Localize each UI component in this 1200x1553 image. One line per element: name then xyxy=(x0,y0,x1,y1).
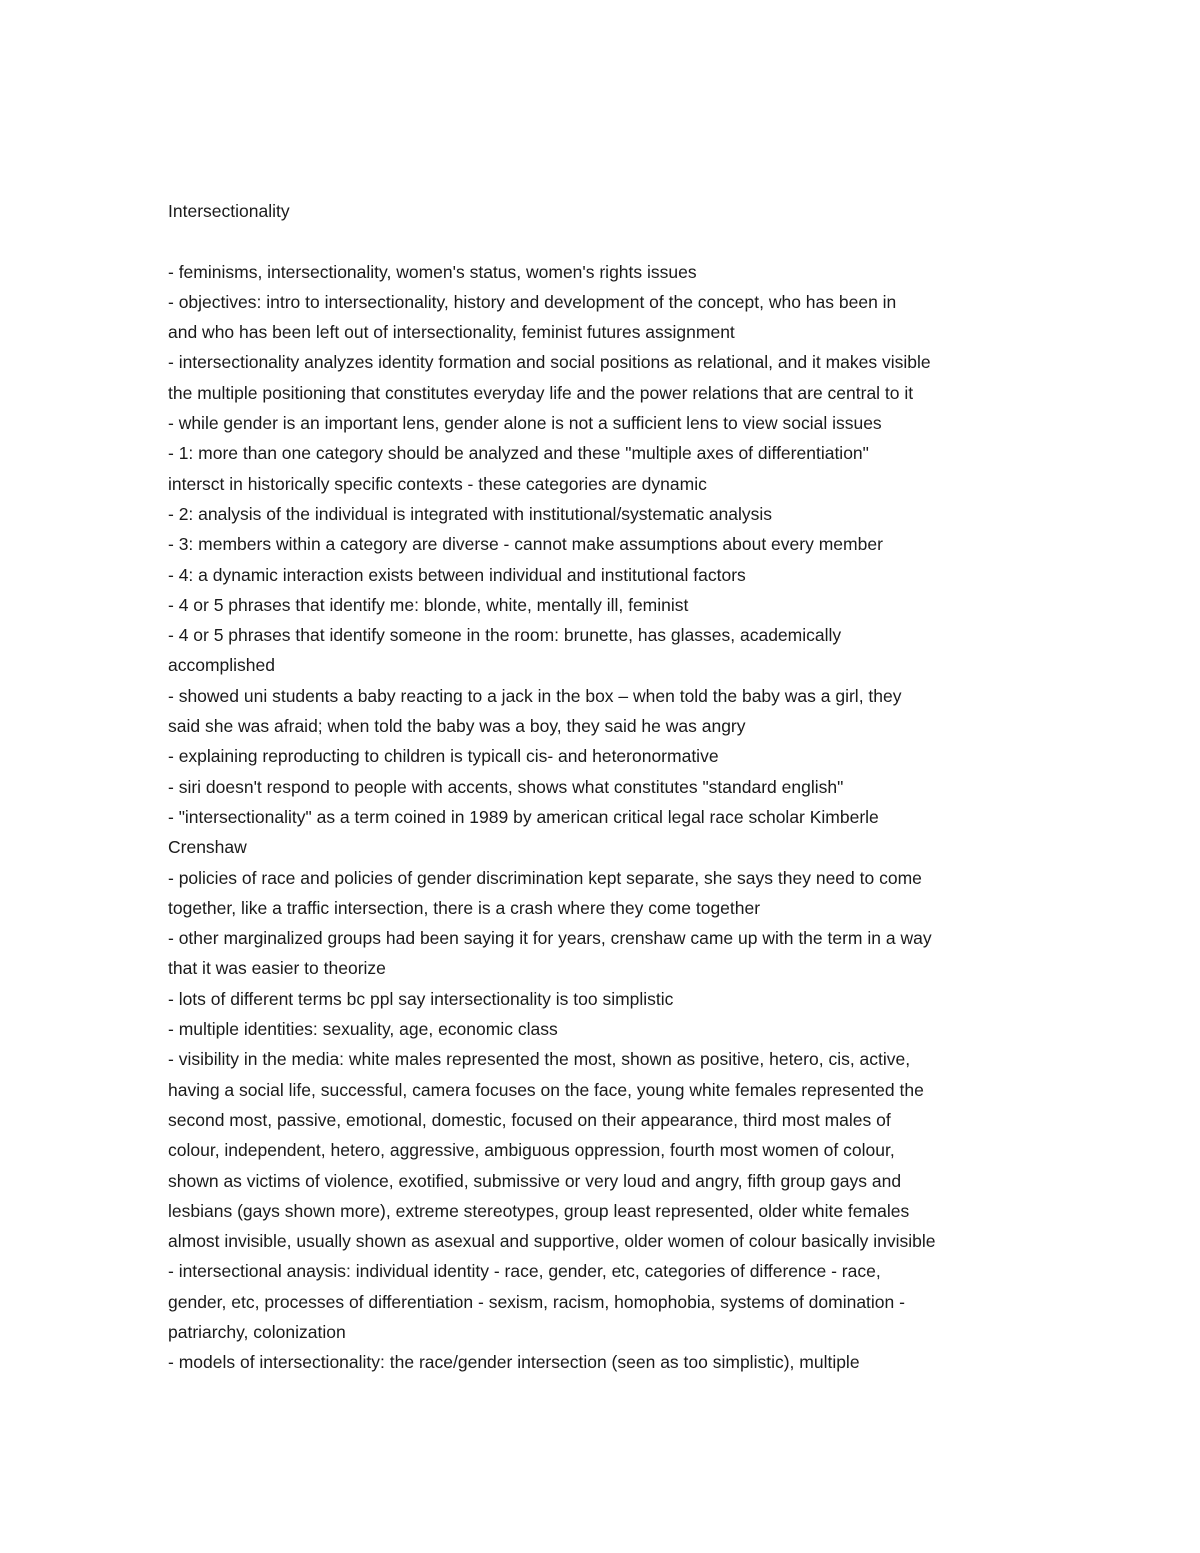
note-line: - 3: members within a category are diverse - cannot make assumptions about every member xyxy=(168,534,883,555)
note-line: - intersectional anaysis: individual identity - race, gender, etc, categories of difference - race, xyxy=(168,1261,881,1282)
note-line: and who has been left out of intersectionality, feminist futures assignment xyxy=(168,322,735,343)
note-line: - visibility in the media: white males represented the most, shown as positive, hetero, cis, active, xyxy=(168,1049,911,1070)
note-line: almost invisible, usually shown as asexual and supportive, older women of colour basically invisible xyxy=(168,1231,936,1252)
note-line: - models of intersectionality: the race/gender intersection (seen as too simplistic), multiple xyxy=(168,1352,860,1373)
note-line: - multiple identities: sexuality, age, economic class xyxy=(168,1019,558,1040)
note-line: the multiple positioning that constitutes everyday life and the power relations that are central to it xyxy=(168,382,914,403)
note-line: gender, etc, processes of differentiation - sexism, racism, homophobia, systems of domination - xyxy=(168,1291,905,1312)
note-line: - intersectionality analyzes identity formation and social positions as relational, and it makes visible xyxy=(168,352,931,373)
note-line: - explaining reproducting to children is typicall cis- and heteronormative xyxy=(168,746,719,767)
note-line: - 2: analysis of the individual is integrated with institutional/systematic analysis xyxy=(168,503,773,524)
note-line: - siri doesn't respond to people with accents, shows what constitutes "standard english" xyxy=(168,776,844,797)
note-line: second most, passive, emotional, domestic, focused on their appearance, third most males of xyxy=(168,1109,891,1130)
note-line: - 4 or 5 phrases that identify someone in the room: brunette, has glasses, academically xyxy=(168,625,842,646)
note-line: having a social life, successful, camera focuses on the face, young white females represented the xyxy=(168,1079,924,1100)
note-line: - 4 or 5 phrases that identify me: blonde, white, mentally ill, feminist xyxy=(168,594,689,615)
note-line: - policies of race and policies of gender discrimination kept separate, she says they need to come xyxy=(168,867,922,888)
note-line: that it was easier to theorize xyxy=(168,958,386,979)
note-line: - objectives: intro to intersectionality, history and development of the concept, who has been in xyxy=(168,291,897,312)
note-line: intersct in historically specific contexts - these categories are dynamic xyxy=(168,473,707,494)
note-line: - 4: a dynamic interaction exists between individual and institutional factors xyxy=(168,564,746,585)
note-line: shown as victims of violence, exotified, submissive or very loud and angry, fifth group gays and xyxy=(168,1170,902,1191)
note-line: - feminisms, intersectionality, women's status, women's rights issues xyxy=(168,261,697,282)
document-body xyxy=(168,196,1038,1378)
note-line: said she was afraid; when told the baby was a boy, they said he was angry xyxy=(168,716,746,737)
note-line: - other marginalized groups had been saying it for years, crenshaw came up with the term in a way xyxy=(168,928,932,949)
note-line: - lots of different terms bc ppl say intersectionality is too simplistic xyxy=(168,988,674,1009)
note-line: Crenshaw xyxy=(168,837,247,858)
note-line: - showed uni students a baby reacting to a jack in the box – when told the baby was a girl, they xyxy=(168,685,902,706)
note-line: lesbians (gays shown more), extreme stereotypes, group least represented, older white females xyxy=(168,1200,910,1221)
note-line: patriarchy, colonization xyxy=(168,1321,346,1342)
document-title: Intersectionality xyxy=(168,201,290,221)
note-line: colour, independent, hetero, aggressive, ambiguous oppression, fourth most women of colour, xyxy=(168,1140,895,1161)
note-line: together, like a traffic intersection, there is a crash where they come together xyxy=(168,897,761,918)
note-line: - "intersectionality" as a term coined in 1989 by american critical legal race scholar Kimberle xyxy=(168,806,879,827)
note-line: accomplished xyxy=(168,655,275,676)
notes-list xyxy=(168,257,1038,1378)
note-line: - while gender is an important lens, gender alone is not a sufficient lens to view social issues xyxy=(168,413,882,434)
note-line: - 1: more than one category should be analyzed and these "multiple axes of differentiation" xyxy=(168,443,869,464)
